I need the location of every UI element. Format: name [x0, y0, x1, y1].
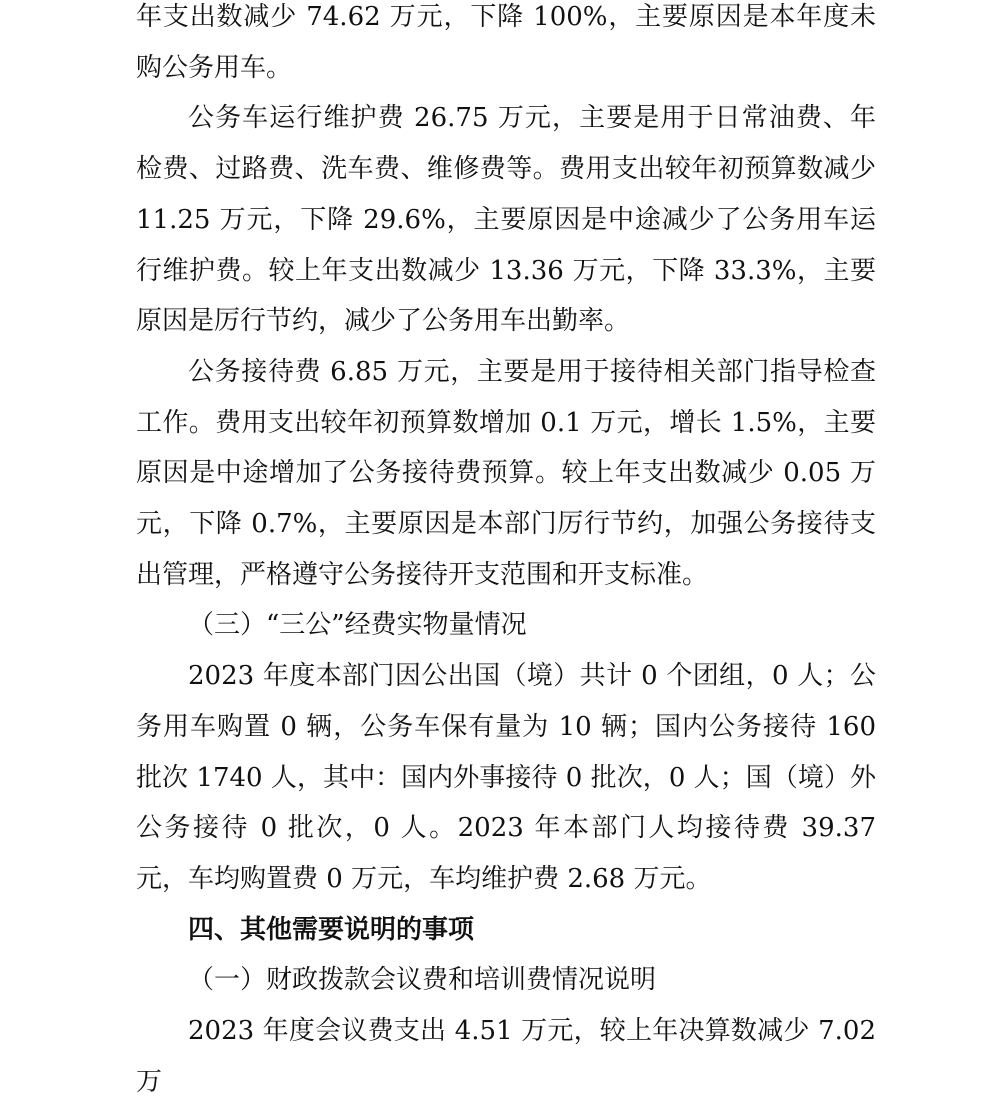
paragraph-meeting-expense: 2023 年度会议费支出 4.51 万元，较上年决算数减少 7.02 万 — [136, 1016, 876, 1097]
paragraph-vehicle-purchase-continued: 年支出数减少 74.62 万元，下降 100%，主要原因是本年度未购公务用车。 — [136, 2, 876, 83]
subsection-heading-physical-quantity: （三）“三公”经费实物量情况 — [188, 610, 527, 641]
section-heading-other-matters: 四、其他需要说明的事项 — [188, 914, 475, 945]
paragraph-vehicle-maintenance: 公务车运行维护费 26.75 万元，主要是用于日常油费、年检费、过路费、洗车费、维修费等。费用支出较年初预算数减少 11.25 万元，下降 29.6%，主要原因是中途减少了公务用车运行维护费。较上年支出数减少 13.36 万元，下降 33.3%，主要原因是厉行节约，减少了公务用车出勤率。 — [136, 103, 876, 337]
subsection-heading-meeting-training: （一）财政拨款会议费和培训费情况说明 — [188, 965, 657, 996]
paragraph-physical-quantity: 2023 年度本部门因公出国（境）共计 0 个团组，0 人；公务用车购置 0 辆，公务车保有量为 10 辆；国内公务接待 160 批次 1740 人，其中：国内外事接待 0 批次，0 人；国（境）外公务接待 0 批次，0 人。2023 年本部门人均接待费 39.37 元，车均购置费 0 万元，车均维护费 2.68 万元。 — [136, 661, 876, 894]
paragraph-reception-expense: 公务接待费 6.85 万元，主要是用于接待相关部门指导检查工作。费用支出较年初预算数增加 0.1 万元，增长 1.5%，主要原因是中途增加了公务接待费预算。较上年支出数减少 0.05 万元，下降 0.7%，主要原因是本部门厉行节约，加强公务接待支出管理，严格遵守公务接待开支范围和开支标准。 — [136, 356, 876, 590]
document-body — [136, 0, 876, 1107]
